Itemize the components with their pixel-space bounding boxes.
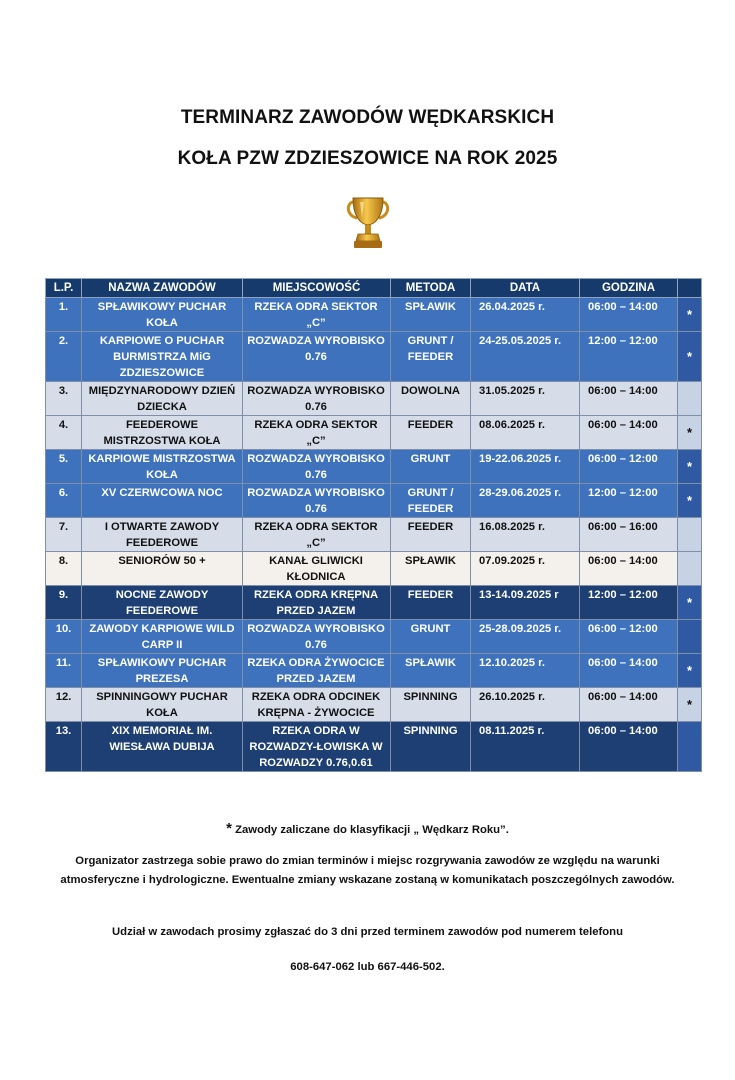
cell-star xyxy=(678,722,702,772)
cell-nazwa: KARPIOWE MISTRZOSTWA KOŁA xyxy=(82,450,243,484)
cell-miejscowosc: RZEKA ODRA SEKTOR „C” xyxy=(243,416,391,450)
table-row xyxy=(46,586,702,620)
table-row xyxy=(46,382,702,416)
table-row xyxy=(46,416,702,450)
star-symbol: * xyxy=(226,820,232,837)
table-row xyxy=(46,298,702,332)
cell-miejscowosc: ROZWADZA WYROBISKO 0.76 xyxy=(243,332,391,382)
cell-miejscowosc: KANAŁ GLIWICKI KŁODNICA xyxy=(243,552,391,586)
cell-nazwa: SPINNINGOWY PUCHAR KOŁA xyxy=(82,688,243,722)
cell-star: * xyxy=(678,688,702,722)
table-row xyxy=(46,552,702,586)
cell-star xyxy=(678,552,702,586)
cell-miejscowosc: RZEKA ODRA SEKTOR „C” xyxy=(243,298,391,332)
table-row xyxy=(46,450,702,484)
registration-note: Udział w zawodach prosimy zgłaszać do 3 dni przed terminem zawodów pod numerem telefonu xyxy=(112,926,623,938)
cell-star: * xyxy=(678,298,702,332)
cell-nazwa: MIĘDZYNARODOWY DZIEŃ DZIECKA xyxy=(82,382,243,416)
cell-star xyxy=(678,382,702,416)
cell-godzina: 06:00 – 14:00 xyxy=(580,416,678,450)
cell-data: 26.04.2025 r. xyxy=(471,298,580,332)
cell-godzina: 12:00 – 12:00 xyxy=(580,586,678,620)
cell-star: * xyxy=(678,654,702,688)
cell-nazwa: XIX MEMORIAŁ IM. WIESŁAWA DUBIJA xyxy=(82,722,243,772)
star-note xyxy=(40,819,695,840)
cell-star: * xyxy=(678,484,702,518)
header-lp: L.P. xyxy=(46,279,82,298)
cell-lp: 12. xyxy=(46,688,82,722)
cell-data: 08.06.2025 r. xyxy=(471,416,580,450)
cell-miejscowosc: ROZWADZA WYROBISKO 0.76 xyxy=(243,620,391,654)
cell-data: 13-14.09.2025 r xyxy=(471,586,580,620)
cell-metoda: SPŁAWIK xyxy=(391,552,471,586)
cell-lp: 13. xyxy=(46,722,82,772)
cell-miejscowosc: RZEKA ODRA ŻYWOCICE PRZED JAZEM xyxy=(243,654,391,688)
header-metoda: METODA xyxy=(391,279,471,298)
cell-star: * xyxy=(678,332,702,382)
cell-nazwa: SPŁAWIKOWY PUCHAR KOŁA xyxy=(82,298,243,332)
cell-godzina: 06:00 – 14:00 xyxy=(580,298,678,332)
cell-lp: 7. xyxy=(46,518,82,552)
cell-miejscowosc: RZEKA ODRA ODCINEK KRĘPNA - ŻYWOCICE xyxy=(243,688,391,722)
cell-miejscowosc: RZEKA ODRA KRĘPNA PRZED JAZEM xyxy=(243,586,391,620)
cell-data: 26.10.2025 r. xyxy=(471,688,580,722)
cell-lp: 3. xyxy=(46,382,82,416)
cell-godzina: 06:00 – 14:00 xyxy=(580,688,678,722)
table-row xyxy=(46,518,702,552)
cell-godzina: 12:00 – 12:00 xyxy=(580,484,678,518)
cell-miejscowosc: RZEKA ODRA W ROZWADZY-ŁOWISKA W ROZWADZY 0.76,0.61 xyxy=(243,722,391,772)
organizer-note: Organizator zastrzega sobie prawo do zmian terminów i miejsc rozgrywania zawodów ze względu na warunki atmosferyczne i hydrologiczne. Ewentualne zmiany wskazane zostaną w komunikatach poszczególnych zawodów. xyxy=(60,855,675,886)
cell-metoda: GRUNT / FEEDER xyxy=(391,484,471,518)
page-title: TERMINARZ ZAWODÓW WĘDKARSKICH xyxy=(180,107,555,128)
cell-data: 16.08.2025 r. xyxy=(471,518,580,552)
cell-lp: 9. xyxy=(46,586,82,620)
cell-nazwa: SPŁAWIKOWY PUCHAR PREZESA xyxy=(82,654,243,688)
cell-lp: 11. xyxy=(46,654,82,688)
header-data: DATA xyxy=(471,279,580,298)
cell-godzina: 06:00 – 12:00 xyxy=(580,620,678,654)
trophy-icon xyxy=(345,194,391,252)
cell-lp: 4. xyxy=(46,416,82,450)
cell-star xyxy=(678,620,702,654)
cell-godzina: 06:00 – 14:00 xyxy=(580,722,678,772)
table-row xyxy=(46,332,702,382)
cell-star: * xyxy=(678,450,702,484)
cell-metoda: GRUNT xyxy=(391,450,471,484)
cell-metoda: GRUNT xyxy=(391,620,471,654)
cell-data: 07.09.2025 r. xyxy=(471,552,580,586)
cell-data: 25-28.09.2025 r. xyxy=(471,620,580,654)
cell-miejscowosc: ROZWADZA WYROBISKO 0.76 xyxy=(243,450,391,484)
cell-data: 28-29.06.2025 r. xyxy=(471,484,580,518)
header-star xyxy=(678,279,702,298)
table-row xyxy=(46,654,702,688)
cell-godzina: 06:00 – 14:00 xyxy=(580,552,678,586)
cell-metoda: SPINNING xyxy=(391,688,471,722)
cell-star: * xyxy=(678,586,702,620)
page-subtitle: KOŁA PZW ZDZIESZOWICE NA ROK 2025 xyxy=(177,148,558,169)
cell-miejscowosc: ROZWADZA WYROBISKO 0.76 xyxy=(243,484,391,518)
cell-lp: 6. xyxy=(46,484,82,518)
cell-data: 08.11.2025 r. xyxy=(471,722,580,772)
table-row xyxy=(46,722,702,772)
header-godzina: GODZINA xyxy=(580,279,678,298)
cell-lp: 2. xyxy=(46,332,82,382)
cell-nazwa: XV CZERWCOWA NOC xyxy=(82,484,243,518)
header-nazwa: NAZWA ZAWODÓW xyxy=(82,279,243,298)
cell-metoda: FEEDER xyxy=(391,518,471,552)
cell-star: * xyxy=(678,416,702,450)
phone-numbers: 608-647-062 lub 667-446-502. xyxy=(290,961,445,973)
cell-miejscowosc: RZEKA ODRA SEKTOR „C” xyxy=(243,518,391,552)
table-row xyxy=(46,620,702,654)
cell-godzina: 06:00 – 12:00 xyxy=(580,450,678,484)
cell-nazwa: KARPIOWE O PUCHAR BURMISTRZA MiG ZDZIESZOWICE xyxy=(82,332,243,382)
cell-metoda: SPŁAWIK xyxy=(391,654,471,688)
cell-godzina: 06:00 – 16:00 xyxy=(580,518,678,552)
cell-metoda: GRUNT / FEEDER xyxy=(391,332,471,382)
table-row xyxy=(46,484,702,518)
cell-lp: 10. xyxy=(46,620,82,654)
star-note-text: Zawody zaliczane do klasyfikacji „ Wędkarz Roku”. xyxy=(235,824,509,836)
cell-data: 31.05.2025 r. xyxy=(471,382,580,416)
cell-star xyxy=(678,518,702,552)
cell-nazwa: NOCNE ZAWODY FEEDEROWE xyxy=(82,586,243,620)
cell-godzina: 06:00 – 14:00 xyxy=(580,382,678,416)
cell-nazwa: SENIORÓW 50 + xyxy=(82,552,243,586)
cell-metoda: SPŁAWIK xyxy=(391,298,471,332)
cell-metoda: FEEDER xyxy=(391,416,471,450)
schedule-table xyxy=(45,278,702,772)
cell-lp: 5. xyxy=(46,450,82,484)
header-miejscowosc: MIEJSCOWOŚĆ xyxy=(243,279,391,298)
cell-miejscowosc: ROZWADZA WYROBISKO 0.76 xyxy=(243,382,391,416)
table-row xyxy=(46,688,702,722)
cell-metoda: FEEDER xyxy=(391,586,471,620)
cell-data: 12.10.2025 r. xyxy=(471,654,580,688)
cell-data: 19-22.06.2025 r. xyxy=(471,450,580,484)
cell-lp: 1. xyxy=(46,298,82,332)
cell-metoda: SPINNING xyxy=(391,722,471,772)
cell-nazwa: ZAWODY KARPIOWE WILD CARP II xyxy=(82,620,243,654)
table-header-row xyxy=(46,279,702,298)
cell-data: 24-25.05.2025 r. xyxy=(471,332,580,382)
cell-metoda: DOWOLNA xyxy=(391,382,471,416)
cell-lp: 8. xyxy=(46,552,82,586)
cell-godzina: 06:00 – 14:00 xyxy=(580,654,678,688)
cell-nazwa: I OTWARTE ZAWODY FEEDEROWE xyxy=(82,518,243,552)
cell-nazwa: FEEDEROWE MISTRZOSTWA KOŁA xyxy=(82,416,243,450)
cell-godzina: 12:00 – 12:00 xyxy=(580,332,678,382)
